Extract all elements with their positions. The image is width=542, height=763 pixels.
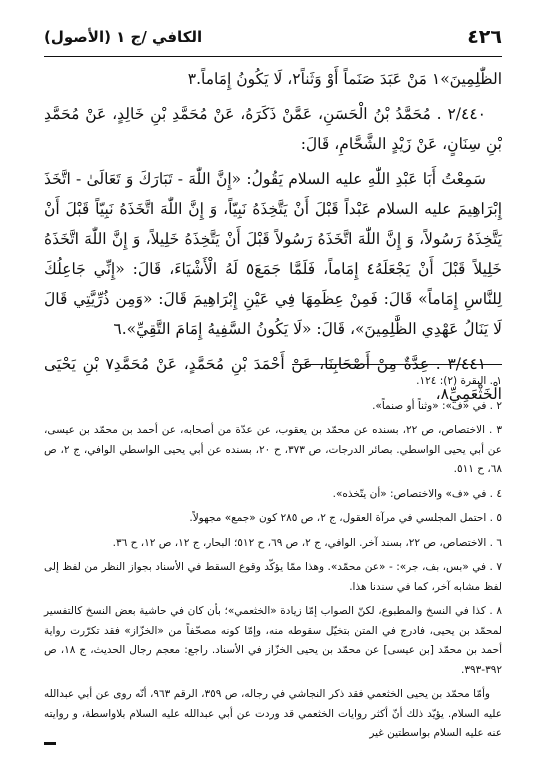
footnote-1: ١ . البقرة (٢): ١٢٤. xyxy=(416,375,502,387)
main-text xyxy=(44,64,502,414)
hadith-isnad-440: ٢/٤٤٠ . مُحَمَّدُ بْنُ الْحَسَنِ، عَمَّنْ ذَكَرَهُ، عَنْ مُحَمَّدِ بْنِ خَالِدٍ، عَنْ مُحَمَّدِ بْنِ سِنَانٍ، عَنْ زَيْدٍ الشَّحَّامِ، قَالَ: xyxy=(44,105,502,153)
page-header xyxy=(44,20,502,57)
footnote-6: ٦ . الاختصاص، ص ٢٢، بسند آخر. الوافي، ج ٢، ص ٦٩، ح ٥١٢؛ البحار، ج ١٢، ص ١٢، ح ٣٦. xyxy=(112,536,502,549)
footnote-separator xyxy=(292,364,502,365)
footnotes xyxy=(44,372,502,749)
footnote-3: ٣ . الاختصاص، ص ٢٢، بسنده عن محمّد بن يعقوب، عن عدّة من أصحابه، عن أحمد بن محمّد بن عيسى، عن أبي يحيى الواسطي. بصائر الدرجات، ص ٣٧٣، ح ٢٠، بسنده عن أبي يحيى الواسطي الوافي، ج ٢، ص ٦٨، ح ٥١١. xyxy=(44,424,503,475)
hadith-text-440: سَمِعْتُ أَبَا عَبْدِ اللّٰهِ عليه السلام يَقُولُ: «إِنَّ اللّٰهَ - تَبَارَكَ وَ تَعَالَىٰ - اتَّخَذَ إِبْرَاهِيمَ عليه السلام عَبْداً قَبْلَ أَنْ يَتَّخِذَهُ نَبِيّاً، وَ إِنَّ اللّٰهَ اتَّخَذَهُ نَبِيّاً قَبْلَ أَنْ يَتَّخِذَهُ رَسُولاً، وَ إِنَّ اللّٰهَ اتَّخَذَهُ رَسُولاً قَبْلَ أَنْ يَتَّخِذَهُ خَلِيلاً، وَ إِنَّ اللّٰهَ اتَّخَذَهُ خَلِيلاً قَبْلَ أَنْ يَجْعَلَهُ٤ إِمَاماً، فَلَمَّا جَمَعَ٥ لَهُ الْأَشْيَاءَ، قَالَ: «إِنِّي جَاعِلُكَ لِلنَّاسِ إِمَاماً» قَالَ: فَمِنْ عِظَمِهَا فِي عَيْنِ إِبْرَاهِيمَ قَالَ: «وَمِن ذُرِّيَّتِي قَالَ لَا يَنَالُ عَهْدِي الظَّٰلِمِينَ»، قَالَ: «لَا يَكُونُ السَّفِيهُ إِمَامَ التَّقِيِّ».٦ xyxy=(44,170,502,338)
footnote-8: ٨ . كذا في النسخ والمطبوع، لكنّ الصواب إمّا زيادة «الخثعمي»؛ بأن كان في حاشية بعض النسخ كالتفسير لمحمّد بن يحيى، فادرج في المتن بتخيّل سقوطه منه، وإمّا كونه مصحّفاً من «الخزّاز» فقد تكرّرت رواية أحمد بن محمّد [بن عيسى] عن محمّد بن يحيى الخزّاز في الأسناد. راجع: معجم رجال الحديث، ج ١٨، ص ٣٩٢-٣٩٣. xyxy=(44,605,503,676)
footnote-7: ٧ . في «بس، بف، جر»: - «عن محمّد». وهذا ممّا يؤكّد وقوع السقط في الأسناد بجواز النظر من لفظ إلى لفظ مشابه آخر، كما في سندنا هذا. xyxy=(44,561,502,593)
page-number: ٤٢٦ xyxy=(467,26,502,48)
footnote-2: ٢ . في «ف»: «وثناً أو صنماً». xyxy=(372,399,502,412)
footnote-4: ٤ . في «ف» والاختصاص: «أن يتّخذه». xyxy=(332,487,502,500)
continuation-mark xyxy=(44,742,56,745)
footnote-8-continued: وأمّا محمّد بن يحيى الخثعمي فقد ذكر النجاشي في رجاله، ص ٣٥٩، الرقم ٩٦٣، أنّه روى عن أبي عبدالله عليه السلام. يؤيّد ذلك أنّ أكثر روايات الخثعمي قد وردت عن أبي عبدالله عليه السلام بلاواسطة، و روايته عنه عليه السلام بواسطتين غير xyxy=(44,688,502,739)
running-title: الكافي /ج ١ (الأصول) xyxy=(44,28,203,46)
hadith-isnad-441: ٣/٤٤١ . عِدَّةٌ مِنْ أَصْحَابِنَا، عَنْ أَحْمَدَ بْنِ مُحَمَّدٍ، عَنْ مُحَمَّدِ٧ بْنِ يَحْيَى الْخَثْعَمِيِّ٨، xyxy=(44,355,502,403)
footnote-5: ٥ . احتمل المجلسي في مرآة العقول، ج ٢، ص ٢٨٥ كون «جمع» مجهولاً. xyxy=(189,512,502,524)
text-paragraph: الظّٰلِمِينَ»١ مَنْ عَبَدَ صَنَماً أَوْ وَثَناً٢، لَا يَكُونُ إِمَاماً.٣ xyxy=(187,70,502,88)
